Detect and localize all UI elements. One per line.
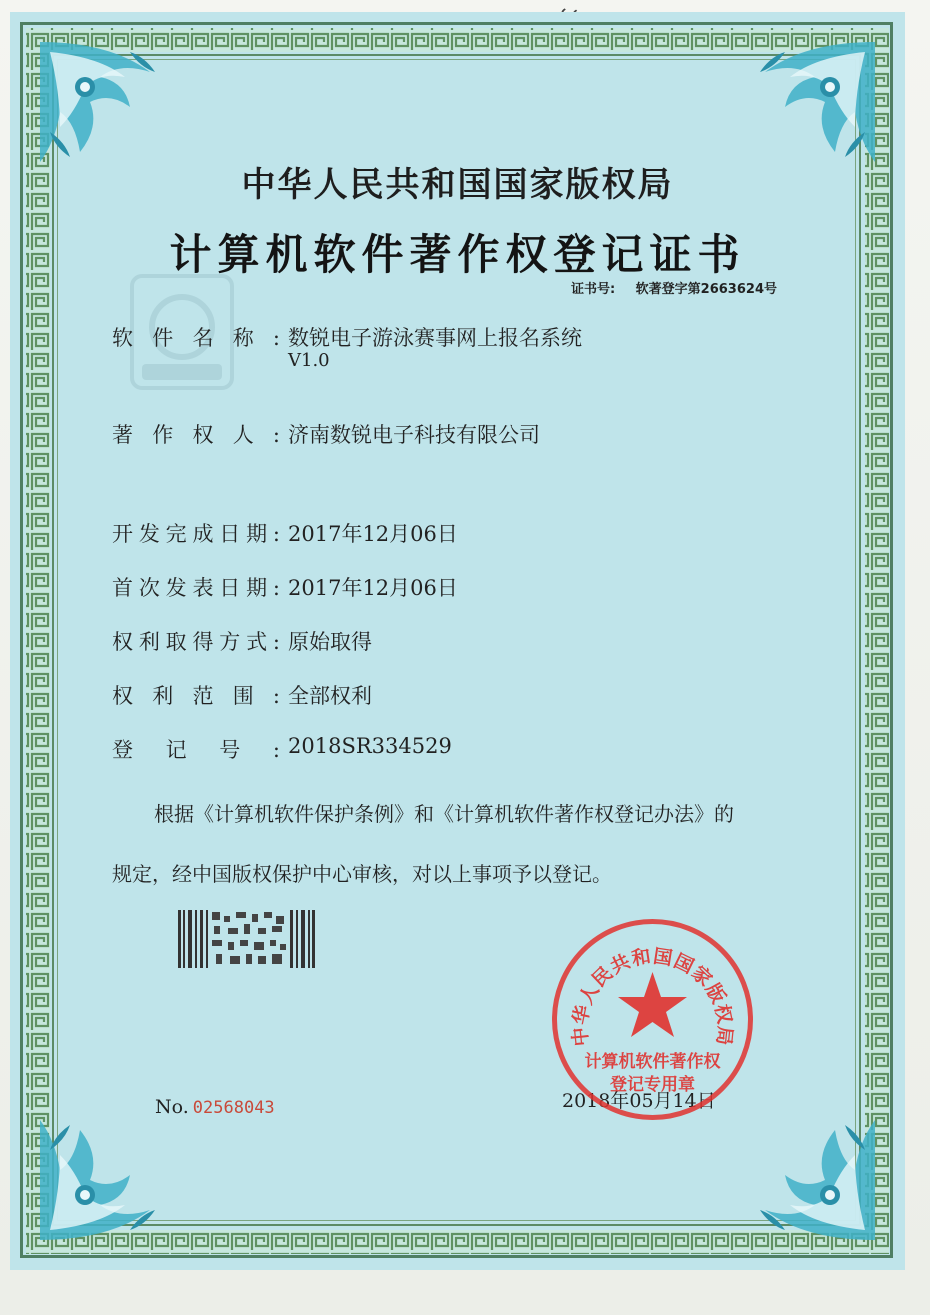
certificate-number-label: 证书号: — [570, 282, 616, 297]
statement-line-2: 规定，经中国版权保护中心审核，对以上事项予以登记。 — [112, 862, 612, 886]
issue-date: 2018年05月14日 — [562, 1090, 716, 1112]
serial-number — [155, 1096, 275, 1118]
field-publication-date — [112, 572, 458, 602]
seal-line-1: 计算机软件著作权 — [584, 1052, 721, 1072]
field-registration-number — [112, 734, 452, 764]
field-label: 权利范围: — [112, 684, 280, 708]
certificate-title: 计算机软件著作权登记证书 — [169, 230, 746, 279]
certificate — [10, 12, 905, 1270]
barcode-icon — [178, 910, 316, 968]
field-label: 首次发表日期: — [112, 576, 280, 600]
certificate-number — [571, 278, 777, 297]
certificate-number-value: 软著登字第2663624号 — [635, 282, 777, 297]
field-acquisition-method — [112, 626, 372, 656]
field-copyright-owner — [112, 419, 540, 449]
official-seal — [550, 917, 755, 1122]
field-value: 数锐电子游泳赛事网上报名系统 — [288, 326, 582, 350]
field-label: 软件名称: — [112, 326, 280, 350]
field-value: 2017年12月06日 — [288, 522, 458, 546]
field-label: 著作权人: — [112, 423, 280, 447]
field-value: 2017年12月06日 — [288, 576, 458, 600]
field-label: 开发完成日期: — [112, 522, 280, 546]
field-label: 权利取得方式: — [112, 630, 280, 654]
seal-star-icon — [618, 972, 687, 1037]
issuing-agency: 中华人民共和国国家版权局 — [241, 165, 674, 205]
serial-value: 02568043 — [192, 1098, 275, 1118]
field-software-name — [112, 322, 582, 371]
statement-paragraph — [112, 784, 827, 904]
statement-line-1: 根据《计算机软件保护条例》和《计算机软件著作权登记办法》的 — [154, 802, 734, 826]
field-label: 登记号: — [112, 738, 280, 762]
corner-ornament-icon — [735, 1100, 885, 1250]
serial-label: No. — [155, 1096, 189, 1118]
field-value: 济南数锐电子科技有限公司 — [288, 423, 540, 447]
corner-ornament-icon — [30, 1100, 180, 1250]
software-version: V1.0 — [288, 350, 330, 371]
seal-ring-text: 中华人民共和国国家版权局 — [568, 945, 737, 1048]
field-value: 2018SR334529 — [288, 734, 452, 758]
field-value: 原始取得 — [288, 630, 372, 654]
field-value: 全部权利 — [288, 684, 372, 708]
field-completion-date — [112, 518, 458, 548]
seal-line-2: 登记专用章 — [610, 1075, 695, 1095]
field-scope-of-rights — [112, 680, 372, 710]
